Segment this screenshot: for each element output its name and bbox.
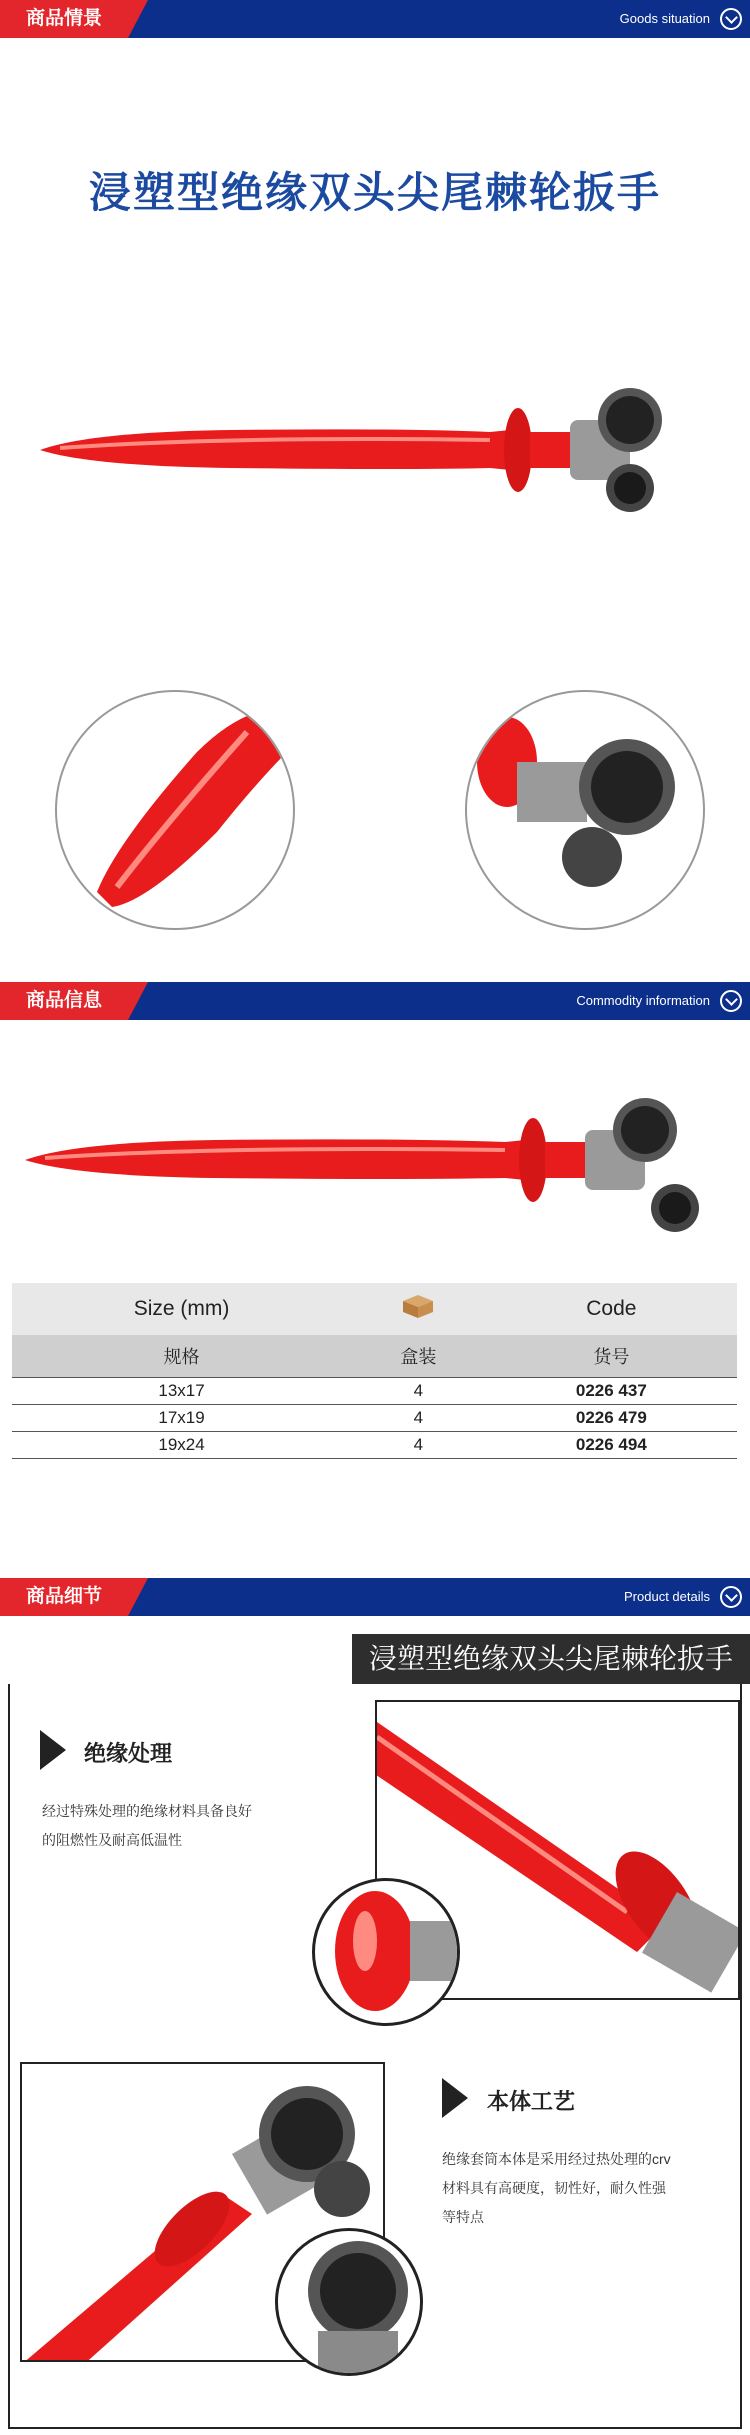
table-header-en [12,1283,737,1335]
feature-insulation-text [42,1797,252,1855]
cell-box: 4 [351,1377,486,1404]
feature-text-line: 材料具有高硬度，韧性好，耐久性强 [442,2180,666,2196]
col-size-en: Size (mm) [12,1283,351,1335]
feature-body-text [442,2145,671,2232]
feature-insulation-title: 绝缘处理 [84,1741,173,1766]
col-code-cn: 货号 [486,1335,737,1377]
section-en-details: Product details [624,1589,710,1604]
col-box-cn: 盒装 [351,1335,486,1377]
feature-text-line: 经过特殊处理的绝缘材料具备良好 [42,1803,252,1819]
table-header-cn [12,1335,737,1377]
chevron-down-icon[interactable] [720,8,742,30]
triangle-bullet-icon [40,1730,66,1770]
section-en-info: Commodity information [576,993,710,1008]
feature-text-line: 等特点 [442,2209,484,2225]
section-header-info [0,982,750,1020]
section-en-situation: Goods situation [619,11,710,26]
wrench-image-info [15,1090,735,1240]
zoom-circle-2 [275,2228,423,2376]
cell-code: 0226 479 [486,1404,737,1431]
cell-size: 13x17 [12,1377,351,1404]
zoom-circle-1 [312,1878,460,2026]
chevron-down-icon[interactable] [720,990,742,1012]
detail-circle-head [465,690,705,930]
cell-size: 19x24 [12,1431,351,1458]
cell-code: 0226 494 [486,1431,737,1458]
cell-code: 0226 437 [486,1377,737,1404]
cell-box: 4 [351,1404,486,1431]
col-size-cn: 规格 [12,1335,351,1377]
table-row [12,1404,737,1431]
cell-box: 4 [351,1431,486,1458]
triangle-bullet-icon [442,2078,468,2118]
feature-text-line: 绝缘套筒本体是采用经过热处理的crv [442,2151,671,2167]
wrench-image-main [30,370,730,520]
section-tab-details: 商品细节 [0,1578,128,1616]
detail-circle-tip [55,690,295,930]
section-tab-situation: 商品情景 [0,0,128,38]
detail-banner: 浸塑型绝缘双头尖尾棘轮扳手 [352,1634,750,1684]
cell-size: 17x19 [12,1404,351,1431]
feature-body-title: 本体工艺 [487,2089,576,2114]
table-row [12,1377,737,1404]
chevron-down-icon[interactable] [720,1586,742,1608]
feature-text-line: 的阻燃性及耐高低温性 [42,1832,182,1848]
spec-table [12,1283,737,1459]
section-tab-info: 商品信息 [0,982,128,1020]
box-icon [351,1283,486,1335]
section-header-details [0,1578,750,1616]
col-code-en: Code [486,1283,737,1335]
section-header-situation [0,0,750,38]
product-title: 浸塑型绝缘双头尖尾棘轮扳手 [88,169,661,216]
table-row [12,1431,737,1458]
